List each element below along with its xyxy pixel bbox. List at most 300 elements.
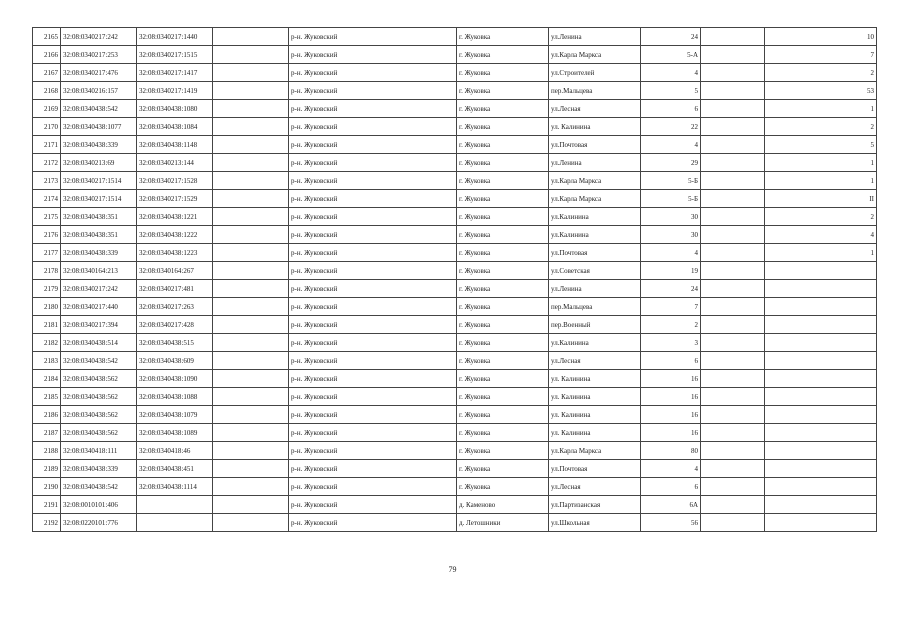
object-cadastral-number-cell: 32:08:0340438:451 <box>137 460 213 478</box>
table-row <box>33 46 877 64</box>
empty-cell <box>213 262 289 280</box>
cadastral-number-cell: 32:08:0340438:339 <box>61 460 137 478</box>
apartment-number-cell: 2 <box>765 118 877 136</box>
house-number-cell: 16 <box>641 388 701 406</box>
street-cell: ул.Карла Маркса <box>549 442 641 460</box>
empty-cell <box>213 118 289 136</box>
house-number-cell: 4 <box>641 64 701 82</box>
street-cell: ул. Калинина <box>549 370 641 388</box>
district-cell: р-н. Жуковский <box>289 460 457 478</box>
settlement-cell: г. Жуковка <box>457 226 549 244</box>
district-cell: р-н. Жуковский <box>289 28 457 46</box>
street-cell: ул.Почтовая <box>549 244 641 262</box>
apartment-number-cell: 2 <box>765 208 877 226</box>
registry-table <box>32 27 877 532</box>
district-cell: р-н. Жуковский <box>289 262 457 280</box>
district-cell: р-н. Жуковский <box>289 172 457 190</box>
district-cell: р-н. Жуковский <box>289 46 457 64</box>
table-row <box>33 244 877 262</box>
object-cadastral-number-cell: 32:08:0340217:481 <box>137 280 213 298</box>
house-number-cell: 80 <box>641 442 701 460</box>
district-cell: р-н. Жуковский <box>289 388 457 406</box>
empty-cell <box>213 100 289 118</box>
house-number-cell: 29 <box>641 154 701 172</box>
district-cell: р-н. Жуковский <box>289 478 457 496</box>
settlement-cell: г. Жуковка <box>457 136 549 154</box>
object-cadastral-number-cell: 32:08:0340438:1221 <box>137 208 213 226</box>
street-cell: ул.Лесная <box>549 352 641 370</box>
cadastral-number-cell: 32:08:0340217:253 <box>61 46 137 64</box>
object-cadastral-number-cell: 32:08:0340438:1223 <box>137 244 213 262</box>
empty-cell <box>701 64 765 82</box>
district-cell: р-н. Жуковский <box>289 100 457 118</box>
house-number-cell: 24 <box>641 280 701 298</box>
cadastral-number-cell: 32:08:0340438:339 <box>61 244 137 262</box>
apartment-number-cell: 1 <box>765 100 877 118</box>
table-row <box>33 496 877 514</box>
row-number-cell: 2165 <box>33 28 61 46</box>
settlement-cell: г. Жуковка <box>457 262 549 280</box>
table-row <box>33 64 877 82</box>
table-row <box>33 154 877 172</box>
table-row <box>33 136 877 154</box>
settlement-cell: г. Жуковка <box>457 46 549 64</box>
empty-cell <box>701 334 765 352</box>
empty-cell <box>213 370 289 388</box>
district-cell: р-н. Жуковский <box>289 208 457 226</box>
empty-cell <box>701 46 765 64</box>
house-number-cell: 6 <box>641 352 701 370</box>
house-number-cell: 5 <box>641 82 701 100</box>
house-number-cell: 5-Б <box>641 190 701 208</box>
table-row <box>33 172 877 190</box>
table-row <box>33 460 877 478</box>
district-cell: р-н. Жуковский <box>289 226 457 244</box>
street-cell: ул.Советская <box>549 262 641 280</box>
table-row <box>33 118 877 136</box>
cadastral-number-cell: 32:08:0340418:111 <box>61 442 137 460</box>
object-cadastral-number-cell: 32:08:0340438:1222 <box>137 226 213 244</box>
house-number-cell: 4 <box>641 136 701 154</box>
empty-cell <box>701 316 765 334</box>
empty-cell <box>701 460 765 478</box>
house-number-cell: 16 <box>641 406 701 424</box>
empty-cell <box>701 280 765 298</box>
empty-cell <box>701 298 765 316</box>
street-cell: пер.Военный <box>549 316 641 334</box>
house-number-cell: 6А <box>641 496 701 514</box>
district-cell: р-н. Жуковский <box>289 496 457 514</box>
house-number-cell: 7 <box>641 298 701 316</box>
settlement-cell: г. Жуковка <box>457 154 549 172</box>
row-number-cell: 2182 <box>33 334 61 352</box>
object-cadastral-number-cell <box>137 496 213 514</box>
empty-cell <box>213 406 289 424</box>
apartment-number-cell <box>765 514 877 532</box>
house-number-cell: 19 <box>641 262 701 280</box>
empty-cell <box>213 190 289 208</box>
object-cadastral-number-cell: 32:08:0340438:1084 <box>137 118 213 136</box>
empty-cell <box>701 442 765 460</box>
object-cadastral-number-cell: 32:08:0340213:144 <box>137 154 213 172</box>
house-number-cell: 3 <box>641 334 701 352</box>
object-cadastral-number-cell: 32:08:0340438:1148 <box>137 136 213 154</box>
apartment-number-cell <box>765 334 877 352</box>
street-cell: ул. Калинина <box>549 406 641 424</box>
street-cell: ул.Карла Маркса <box>549 46 641 64</box>
settlement-cell: г. Жуковка <box>457 388 549 406</box>
street-cell: ул.Ленина <box>549 280 641 298</box>
cadastral-number-cell: 32:08:0340438:351 <box>61 208 137 226</box>
district-cell: р-н. Жуковский <box>289 136 457 154</box>
object-cadastral-number-cell: 32:08:0340217:263 <box>137 298 213 316</box>
district-cell: р-н. Жуковский <box>289 316 457 334</box>
house-number-cell: 16 <box>641 370 701 388</box>
empty-cell <box>213 136 289 154</box>
row-number-cell: 2175 <box>33 208 61 226</box>
object-cadastral-number-cell: 32:08:0340438:1088 <box>137 388 213 406</box>
table-row <box>33 334 877 352</box>
row-number-cell: 2181 <box>33 316 61 334</box>
empty-cell <box>701 244 765 262</box>
empty-cell <box>701 262 765 280</box>
row-number-cell: 2180 <box>33 298 61 316</box>
object-cadastral-number-cell: 32:08:0340217:1419 <box>137 82 213 100</box>
row-number-cell: 2187 <box>33 424 61 442</box>
street-cell: ул. Калинина <box>549 388 641 406</box>
settlement-cell: г. Жуковка <box>457 118 549 136</box>
cadastral-number-cell: 32:08:0340217:1514 <box>61 172 137 190</box>
empty-cell <box>701 370 765 388</box>
cadastral-number-cell: 32:08:0340438:339 <box>61 136 137 154</box>
apartment-number-cell: 4 <box>765 226 877 244</box>
object-cadastral-number-cell: 32:08:0340438:609 <box>137 352 213 370</box>
house-number-cell: 5-А <box>641 46 701 64</box>
settlement-cell: г. Жуковка <box>457 190 549 208</box>
empty-cell <box>701 28 765 46</box>
apartment-number-cell <box>765 370 877 388</box>
district-cell: р-н. Жуковский <box>289 280 457 298</box>
district-cell: р-н. Жуковский <box>289 406 457 424</box>
settlement-cell: г. Жуковка <box>457 208 549 226</box>
district-cell: р-н. Жуковский <box>289 190 457 208</box>
house-number-cell: 22 <box>641 118 701 136</box>
house-number-cell: 30 <box>641 226 701 244</box>
empty-cell <box>701 352 765 370</box>
settlement-cell: г. Жуковка <box>457 334 549 352</box>
street-cell: ул.Строителей <box>549 64 641 82</box>
object-cadastral-number-cell: 32:08:0340438:1079 <box>137 406 213 424</box>
empty-cell <box>213 154 289 172</box>
apartment-number-cell <box>765 262 877 280</box>
cadastral-number-cell: 32:08:0340164:213 <box>61 262 137 280</box>
street-cell: ул.Ленина <box>549 28 641 46</box>
row-number-cell: 2177 <box>33 244 61 262</box>
apartment-number-cell <box>765 460 877 478</box>
table-row <box>33 442 877 460</box>
cadastral-number-cell: 32:08:0340213:69 <box>61 154 137 172</box>
object-cadastral-number-cell: 32:08:0340217:1515 <box>137 46 213 64</box>
settlement-cell: г. Жуковка <box>457 460 549 478</box>
page-number: 79 <box>448 565 457 574</box>
cadastral-number-cell: 32:08:0340438:514 <box>61 334 137 352</box>
object-cadastral-number-cell: 32:08:0340164:267 <box>137 262 213 280</box>
cadastral-number-cell: 32:08:0340438:562 <box>61 424 137 442</box>
empty-cell <box>701 82 765 100</box>
house-number-cell: 6 <box>641 100 701 118</box>
settlement-cell: г. Жуковка <box>457 244 549 262</box>
empty-cell <box>213 388 289 406</box>
row-number-cell: 2168 <box>33 82 61 100</box>
apartment-number-cell <box>765 280 877 298</box>
empty-cell <box>213 442 289 460</box>
settlement-cell: г. Жуковка <box>457 370 549 388</box>
cadastral-number-cell: 32:08:0340216:157 <box>61 82 137 100</box>
row-number-cell: 2179 <box>33 280 61 298</box>
apartment-number-cell <box>765 352 877 370</box>
empty-cell <box>701 496 765 514</box>
empty-cell <box>701 154 765 172</box>
table-body <box>33 28 877 532</box>
table-row <box>33 100 877 118</box>
cadastral-number-cell: 32:08:0340217:476 <box>61 64 137 82</box>
object-cadastral-number-cell: 32:08:0340438:1114 <box>137 478 213 496</box>
apartment-number-cell <box>765 298 877 316</box>
cadastral-number-cell: 32:08:0340438:562 <box>61 370 137 388</box>
row-number-cell: 2169 <box>33 100 61 118</box>
apartment-number-cell: 10 <box>765 28 877 46</box>
table-row <box>33 298 877 316</box>
district-cell: р-н. Жуковский <box>289 82 457 100</box>
apartment-number-cell: 5 <box>765 136 877 154</box>
settlement-cell: г. Жуковка <box>457 100 549 118</box>
house-number-cell: 30 <box>641 208 701 226</box>
street-cell: ул.Калинина <box>549 208 641 226</box>
house-number-cell: 6 <box>641 478 701 496</box>
district-cell: р-н. Жуковский <box>289 244 457 262</box>
apartment-number-cell: 1 <box>765 244 877 262</box>
district-cell: р-н. Жуковский <box>289 424 457 442</box>
empty-cell <box>701 118 765 136</box>
row-number-cell: 2184 <box>33 370 61 388</box>
house-number-cell: 16 <box>641 424 701 442</box>
empty-cell <box>213 496 289 514</box>
object-cadastral-number-cell: 32:08:0340438:515 <box>137 334 213 352</box>
street-cell: ул. Калинина <box>549 118 641 136</box>
empty-cell <box>213 478 289 496</box>
district-cell: р-н. Жуковский <box>289 352 457 370</box>
settlement-cell: г. Жуковка <box>457 28 549 46</box>
row-number-cell: 2186 <box>33 406 61 424</box>
street-cell: ул.Ленина <box>549 154 641 172</box>
empty-cell <box>213 334 289 352</box>
settlement-cell: г. Жуковка <box>457 64 549 82</box>
empty-cell <box>701 100 765 118</box>
row-number-cell: 2174 <box>33 190 61 208</box>
settlement-cell: г. Жуковка <box>457 442 549 460</box>
apartment-number-cell: 7 <box>765 46 877 64</box>
street-cell: пер.Мальцева <box>549 82 641 100</box>
table-row <box>33 262 877 280</box>
table-row <box>33 316 877 334</box>
table-row <box>33 424 877 442</box>
apartment-number-cell: 2 <box>765 64 877 82</box>
house-number-cell: 2 <box>641 316 701 334</box>
cadastral-number-cell: 32:08:0340217:1514 <box>61 190 137 208</box>
object-cadastral-number-cell: 32:08:0340438:1080 <box>137 100 213 118</box>
street-cell: ул.Карла Маркса <box>549 190 641 208</box>
row-number-cell: 2185 <box>33 388 61 406</box>
street-cell: ул. Калинина <box>549 424 641 442</box>
object-cadastral-number-cell: 32:08:0340217:1417 <box>137 64 213 82</box>
object-cadastral-number-cell: 32:08:0340217:1529 <box>137 190 213 208</box>
district-cell: р-н. Жуковский <box>289 514 457 532</box>
house-number-cell: 4 <box>641 244 701 262</box>
cadastral-number-cell: 32:08:0340438:351 <box>61 226 137 244</box>
street-cell: ул.Лесная <box>549 100 641 118</box>
row-number-cell: 2188 <box>33 442 61 460</box>
street-cell: ул.Калинина <box>549 334 641 352</box>
cadastral-number-cell: 32:08:0340217:440 <box>61 298 137 316</box>
empty-cell <box>213 298 289 316</box>
table-row <box>33 514 877 532</box>
empty-cell <box>213 172 289 190</box>
row-number-cell: 2178 <box>33 262 61 280</box>
row-number-cell: 2176 <box>33 226 61 244</box>
object-cadastral-number-cell <box>137 514 213 532</box>
apartment-number-cell: 1 <box>765 172 877 190</box>
house-number-cell: 4 <box>641 460 701 478</box>
empty-cell <box>701 478 765 496</box>
row-number-cell: 2172 <box>33 154 61 172</box>
empty-cell <box>213 28 289 46</box>
settlement-cell: г. Жуковка <box>457 424 549 442</box>
street-cell: пер.Мальцева <box>549 298 641 316</box>
house-number-cell: 56 <box>641 514 701 532</box>
empty-cell <box>213 460 289 478</box>
street-cell: ул.Школьная <box>549 514 641 532</box>
empty-cell <box>213 352 289 370</box>
row-number-cell: 2170 <box>33 118 61 136</box>
apartment-number-cell: 53 <box>765 82 877 100</box>
cadastral-number-cell: 32:08:0220101:776 <box>61 514 137 532</box>
empty-cell <box>701 406 765 424</box>
apartment-number-cell <box>765 424 877 442</box>
row-number-cell: 2173 <box>33 172 61 190</box>
cadastral-number-cell: 32:08:0010101:406 <box>61 496 137 514</box>
cadastral-number-cell: 32:08:0340217:242 <box>61 280 137 298</box>
apartment-number-cell <box>765 496 877 514</box>
empty-cell <box>213 316 289 334</box>
apartment-number-cell <box>765 442 877 460</box>
district-cell: р-н. Жуковский <box>289 442 457 460</box>
street-cell: ул.Карла Маркса <box>549 172 641 190</box>
district-cell: р-н. Жуковский <box>289 154 457 172</box>
empty-cell <box>213 514 289 532</box>
street-cell: ул.Партизанская <box>549 496 641 514</box>
table-row <box>33 226 877 244</box>
table-row <box>33 208 877 226</box>
empty-cell <box>701 424 765 442</box>
empty-cell <box>213 244 289 262</box>
empty-cell <box>701 172 765 190</box>
cadastral-number-cell: 32:08:0340217:242 <box>61 28 137 46</box>
table-row <box>33 28 877 46</box>
object-cadastral-number-cell: 32:08:0340438:1089 <box>137 424 213 442</box>
settlement-cell: д. Каменово <box>457 496 549 514</box>
row-number-cell: 2166 <box>33 46 61 64</box>
settlement-cell: г. Жуковка <box>457 316 549 334</box>
empty-cell <box>701 136 765 154</box>
table-row <box>33 190 877 208</box>
cadastral-number-cell: 32:08:0340438:562 <box>61 388 137 406</box>
district-cell: р-н. Жуковский <box>289 334 457 352</box>
object-cadastral-number-cell: 32:08:0340418:46 <box>137 442 213 460</box>
table-row <box>33 280 877 298</box>
settlement-cell: г. Жуковка <box>457 298 549 316</box>
settlement-cell: г. Жуковка <box>457 478 549 496</box>
street-cell: ул.Почтовая <box>549 136 641 154</box>
settlement-cell: г. Жуковка <box>457 172 549 190</box>
empty-cell <box>701 190 765 208</box>
apartment-number-cell <box>765 406 877 424</box>
row-number-cell: 2183 <box>33 352 61 370</box>
table-row <box>33 370 877 388</box>
cadastral-number-cell: 32:08:0340438:542 <box>61 478 137 496</box>
empty-cell <box>213 424 289 442</box>
settlement-cell: д. Летошники <box>457 514 549 532</box>
empty-cell <box>213 64 289 82</box>
empty-cell <box>213 208 289 226</box>
cadastral-number-cell: 32:08:0340438:542 <box>61 100 137 118</box>
street-cell: ул.Калинина <box>549 226 641 244</box>
district-cell: р-н. Жуковский <box>289 118 457 136</box>
row-number-cell: 2190 <box>33 478 61 496</box>
apartment-number-cell <box>765 478 877 496</box>
row-number-cell: 2189 <box>33 460 61 478</box>
empty-cell <box>213 82 289 100</box>
settlement-cell: г. Жуковка <box>457 82 549 100</box>
district-cell: р-н. Жуковский <box>289 298 457 316</box>
table-row <box>33 478 877 496</box>
row-number-cell: 2167 <box>33 64 61 82</box>
apartment-number-cell <box>765 388 877 406</box>
settlement-cell: г. Жуковка <box>457 280 549 298</box>
empty-cell <box>701 514 765 532</box>
cadastral-number-cell: 32:08:0340217:394 <box>61 316 137 334</box>
row-number-cell: 2191 <box>33 496 61 514</box>
table-row <box>33 388 877 406</box>
cadastral-number-cell: 32:08:0340438:1077 <box>61 118 137 136</box>
empty-cell <box>213 280 289 298</box>
empty-cell <box>701 226 765 244</box>
district-cell: р-н. Жуковский <box>289 64 457 82</box>
object-cadastral-number-cell: 32:08:0340438:1090 <box>137 370 213 388</box>
table-row <box>33 406 877 424</box>
street-cell: ул.Лесная <box>549 478 641 496</box>
empty-cell <box>701 208 765 226</box>
empty-cell <box>213 226 289 244</box>
table-row <box>33 82 877 100</box>
object-cadastral-number-cell: 32:08:0340217:428 <box>137 316 213 334</box>
apartment-number-cell <box>765 316 877 334</box>
empty-cell <box>701 388 765 406</box>
cadastral-number-cell: 32:08:0340438:562 <box>61 406 137 424</box>
table-row <box>33 352 877 370</box>
house-number-cell: 5-Б <box>641 172 701 190</box>
cadastral-number-cell: 32:08:0340438:542 <box>61 352 137 370</box>
object-cadastral-number-cell: 32:08:0340217:1528 <box>137 172 213 190</box>
